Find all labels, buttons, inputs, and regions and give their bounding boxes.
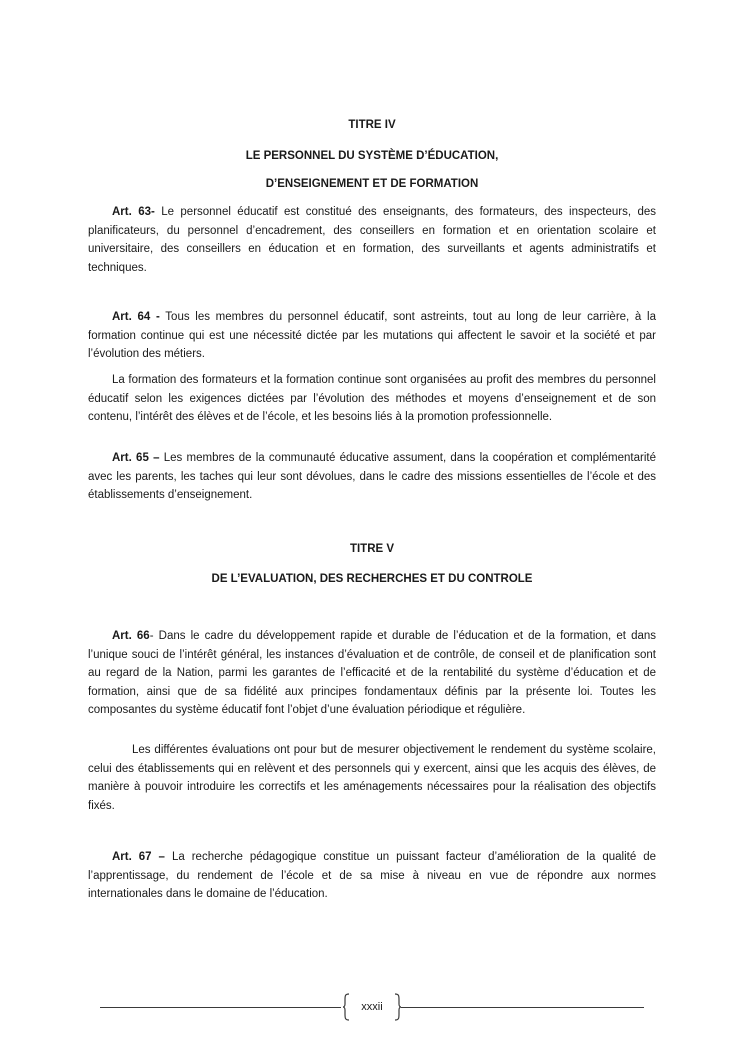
- titre-v-label: TITRE V: [349, 543, 395, 555]
- article-64-paragraph-2: La formation des formateurs et la formation continue sont organisées au profit des membres du personnel éducatif selon les exigences dictées par l’évolution des méthodes et moyens d’enseignement et de son contenu, l’intérêt des élèves et de l’école, et les besoins liés à la promotion professionnelle.: [88, 374, 656, 424]
- article-63: [88, 203, 656, 277]
- article-66: [88, 627, 656, 720]
- article-66-paragraph-2: Les différentes évaluations ont pour but de mesurer objectivement le rendement du système scolaire, celui des établissements qui en relèvent et des personnels qui y exercent, ainsi que les acquis des élèves, de manière à pouvoir introduire les correctifs et les aménagements nécessaires pour la réalisation des objectifs fixés.: [88, 744, 656, 812]
- article-65-label: Art. 65 –: [112, 452, 160, 464]
- article-66-text: - Dans le cadre du développement rapide et durable de l’éducation et de la formation, et dans l’unique souci de l’intérêt général, les instances d’évaluation et de contrôle, de conseil et de planification sont au regard de la Nation, parmi les garantes de l’efficacité et de la rentabilité du système d’éducation et de formation, ainsi que de sa fidélité aux principes fondamentaux définis par la présente loi. Toutes les composantes du système éducatif font l’objet d’une évaluation périodique et régulière.: [88, 630, 657, 717]
- footer-rule-right: [401, 1007, 644, 1008]
- titre-iv-heading-line2: D’ENSEIGNEMENT ET DE FORMATION: [265, 178, 479, 190]
- titre-iv-heading-line1: LE PERSONNEL DU SYSTÈME D’ÉDUCATION,: [245, 150, 499, 162]
- article-65: [88, 449, 656, 505]
- article-65-text: Les membres de la communauté éducative assument, dans la coopération et complémentarité avec les parents, les taches qui leur sont dévolues, dans le cadre des missions essentielles de l’école et des établissements d’enseignement.: [88, 452, 656, 502]
- footer-rule-left: [100, 1007, 341, 1008]
- article-63-label: Art. 63-: [112, 206, 155, 218]
- page-number: xxxii: [361, 1001, 383, 1013]
- article-64-label: Art. 64 -: [112, 311, 160, 323]
- article-67-text: La recherche pédagogique constitue un puissant facteur d’amélioration de la qualité de l’apprentissage, du rendement de l’école et de sa mise à niveau en vue de répondre aux normes internationales dans le domaine de l’éducation.: [88, 851, 657, 901]
- article-64: [88, 308, 656, 364]
- article-67-label: Art. 67 –: [112, 851, 165, 863]
- article-63-text: Le personnel éducatif est constitué des enseignants, des formateurs, des inspecteurs, des planificateurs, du personnel d’encadrement, des conseillers en formation et en orientation scolaire et universitaire, des conseillers en éducation et en formation, des surveillants et agents administratifs et techniques.: [88, 206, 656, 274]
- article-66-label: Art. 66: [112, 630, 150, 642]
- article-67: [88, 848, 656, 904]
- titre-iv-label: TITRE IV: [348, 119, 396, 131]
- titre-v-heading: DE L’EVALUATION, DES RECHERCHES ET DU CONTROLE: [211, 573, 533, 585]
- footer-bracket-left-icon: [342, 993, 350, 1021]
- article-64-text: Tous les membres du personnel éducatif, sont astreints, tout au long de leur carrière, à la formation continue qui est une nécessité dictée par les mutations qui affectent le savoir et la société et par l’évolution des métiers.: [88, 311, 656, 361]
